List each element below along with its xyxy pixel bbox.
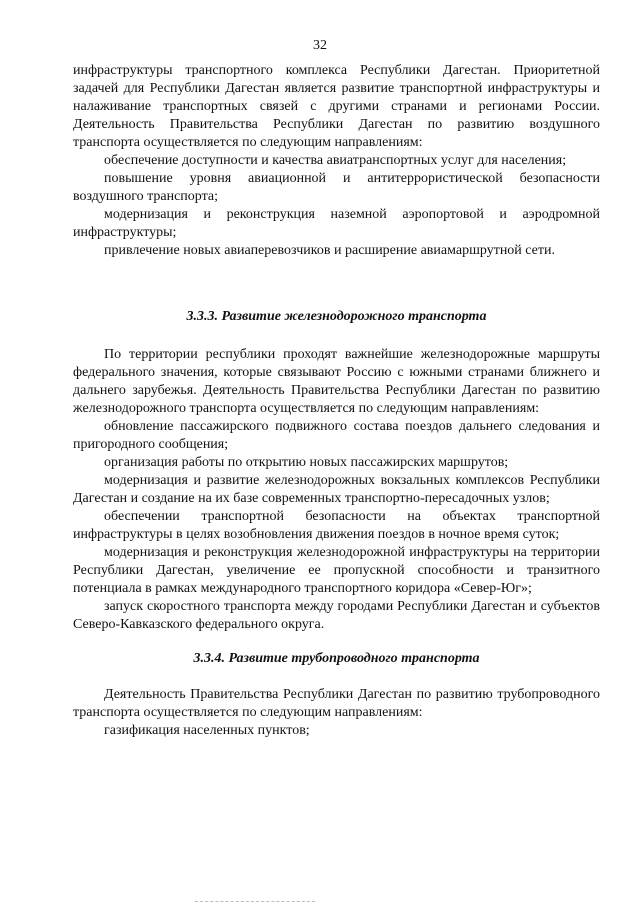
document-body <box>73 62 600 740</box>
paragraph-rail-lead: По территории республики проходят важнейшие железнодорожные маршруты федерального значения, которые связывают Россию с южными странами ближнего и дальнего зарубежья. Деятельность Правительства Республики Дагестан по развитию железнодорожного транспорта осуществляется по следующим направлениям: <box>73 347 600 416</box>
list-item: обновление пассажирского подвижного состава поездов дальнего следования и пригородного сообщения; <box>73 419 600 452</box>
paragraph-pipeline-lead: Деятельность Правительства Республики Дагестан по развитию трубопроводного транспорта осуществляется по следующим направлениям: <box>73 687 600 720</box>
list-item: модернизация и реконструкция железнодорожной инфраструктуры на территории Республики Дагестан, увеличение ее пропускной способности и транзитного потенциала в рамках международного транспортного коридора «Север-Юг»; <box>73 545 600 596</box>
list-item: запуск скоростного транспорта между городами Республики Дагестан и субъектов Северо-Кавказского федерального округа. <box>73 599 600 632</box>
list-item: обеспечении транспортной безопасности на объектах транспортной инфраструктуры в целях возобновления движения поездов в ночное время суток; <box>73 509 600 542</box>
list-item: привлечение новых авиаперевозчиков и расширение авиамаршрутной сети. <box>104 243 556 258</box>
list-item: модернизация и развитие железнодорожных вокзальных комплексов Республики Дагестан и создание на их базе современных транспортно-пересадочных узлов; <box>73 473 600 506</box>
section-heading-rail: 3.3.3. Развитие железнодорожного транспорта <box>186 309 487 324</box>
page-number: 32 <box>313 38 327 53</box>
section-heading-pipeline: 3.3.4. Развитие трубопроводного транспорта <box>193 651 480 666</box>
list-item: газификация населенных пунктов; <box>104 723 310 738</box>
list-item: организация работы по открытию новых пассажирских маршрутов; <box>104 455 509 470</box>
scan-edge-artifact <box>195 901 315 905</box>
list-item: обеспечение доступности и качества авиатранспортных услуг для населения; <box>104 153 567 168</box>
list-item: повышение уровня авиационной и антитеррористической безопасности воздушного транспорта; <box>73 171 600 204</box>
paragraph-intro-continuation: инфраструктуры транспортного комплекса Республики Дагестан. Приоритетной задачей для Республики Дагестан является развитие транспортной инфраструктуры и налаживание транспортных связей с другими странами и регионами России. Деятельность Правительства Республики Дагестан по развитию воздушного транспорта осуществляется по следующим направлениям: <box>73 63 600 150</box>
list-item: модернизация и реконструкция наземной аэропортовой и аэродромной инфраструктуры; <box>73 207 600 240</box>
